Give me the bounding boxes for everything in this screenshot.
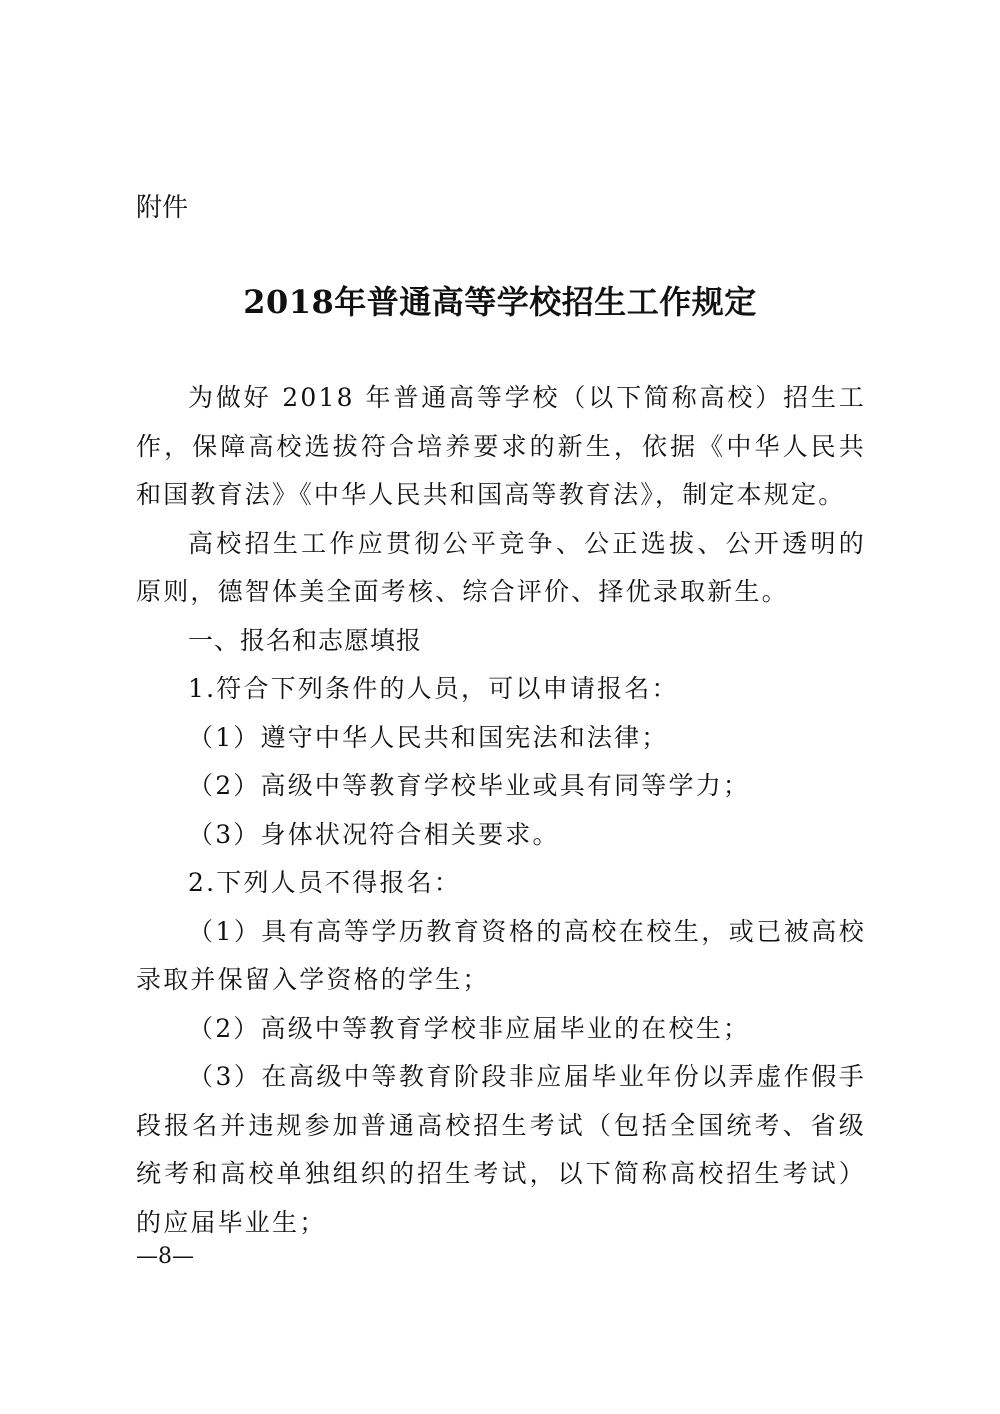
- clause-2-item: （1）具有高等学历教育资格的高校在校生，或已被高校录取并保留入学资格的学生；: [136, 916, 866, 994]
- attachment-label: 附件: [136, 193, 189, 223]
- clause-1-item: （1）遵守中华人民共和国宪法和法律；: [188, 722, 669, 752]
- clause-2-item: （2）高级中等教育学校非应届毕业的在校生；: [188, 1013, 751, 1043]
- clause-1-item: （2）高级中等教育学校毕业或具有同等学力；: [188, 771, 751, 800]
- section-heading: 一、报名和志愿填报: [188, 625, 423, 655]
- clause-2-lead: 2.下列人员不得报名：: [188, 868, 462, 897]
- clause-2-item: （3）在高级中等教育阶段非应届毕业年份以弄虚作假手段报名并违规参加普通高校招生考试（包括全国统考、省级统考和高校单独组织的招生考试，以下简称高校招生考试）的应届毕业生；: [136, 1062, 866, 1237]
- page-number: —8—: [136, 1244, 194, 1269]
- document-title: 2018年普通高等学校招生工作规定: [243, 283, 757, 321]
- intro-paragraph: 为做好 2018 年普通高等学校（以下简称高校）招生工作，保障高校选拔符合培养要求的新生，依据《中华人民共和国教育法》《中华人民共和国高等教育法》，制定本规定。: [136, 383, 866, 509]
- principle-paragraph: 高校招生工作应贯彻公平竞争、公正选拔、公开透明的原则，德智体美全面考核、综合评价、择优录取新生。: [136, 528, 866, 606]
- clause-1-lead: 1.符合下列条件的人员，可以申请报名：: [188, 674, 679, 703]
- clause-1-item: （3）身体状况符合相关要求。: [188, 819, 560, 849]
- document-body: [136, 374, 866, 1247]
